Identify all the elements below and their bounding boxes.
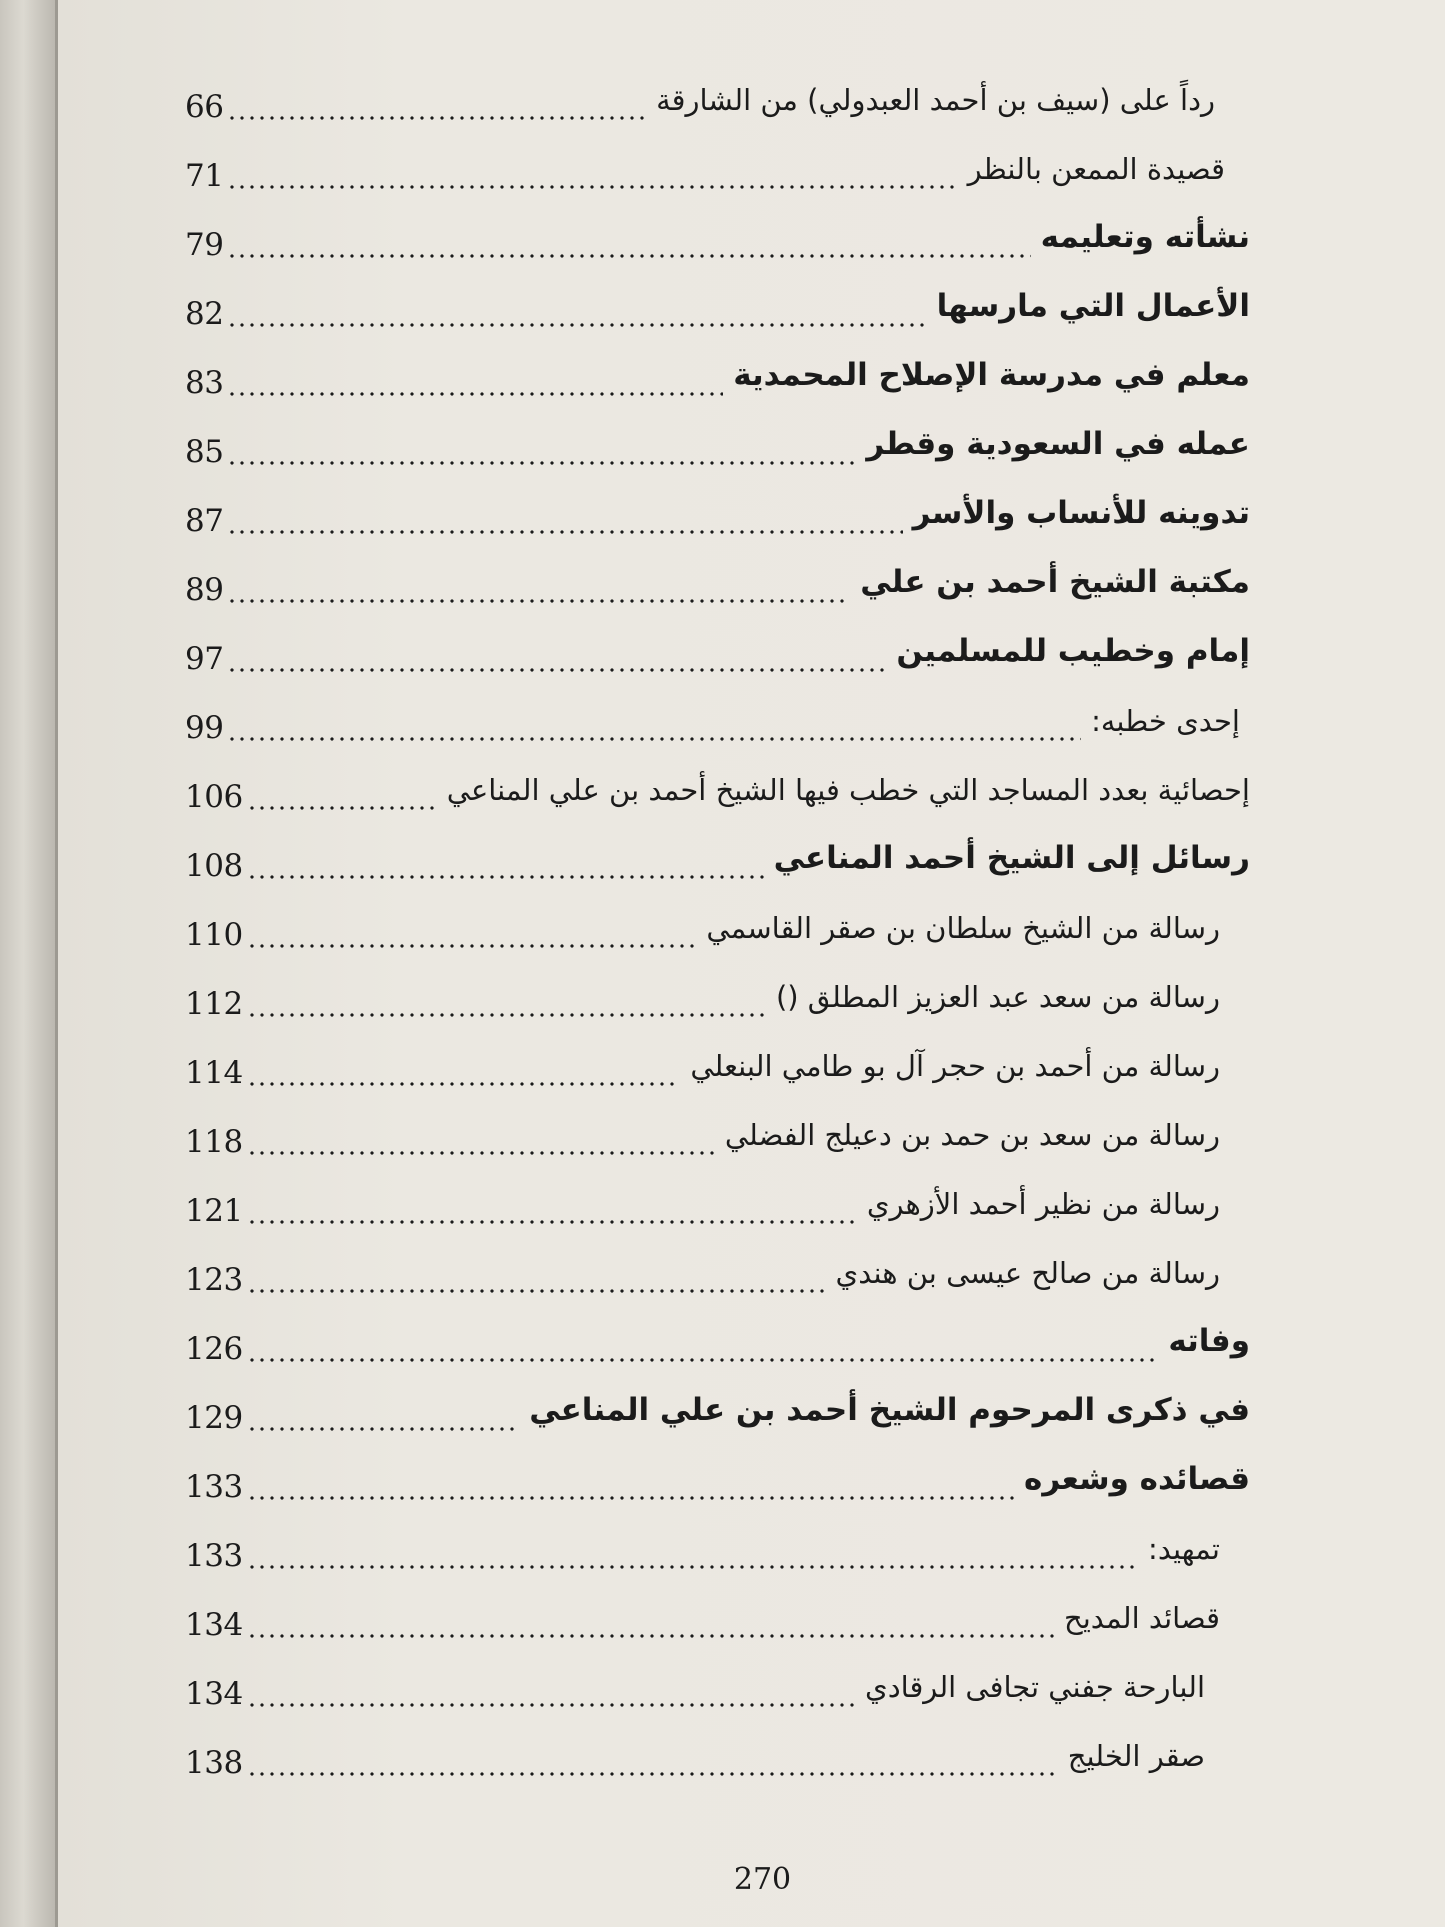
toc-entry-title: رسالة من صالح عيسى بن هندي [835, 1256, 1220, 1290]
dot-leader [227, 323, 927, 327]
dot-leader [227, 737, 1081, 741]
toc-entry-title: الأعمال التي مارسها [936, 288, 1250, 324]
table-of-contents [185, 62, 1320, 1787]
dot-leader [247, 875, 764, 879]
dot-leader [247, 806, 437, 810]
toc-entry [185, 1580, 1320, 1649]
toc-entry-title: قصيدة الممعن بالنظر [967, 152, 1225, 186]
toc-page-number: 108 [185, 848, 243, 884]
toc-entry [185, 1649, 1320, 1718]
toc-entry [185, 338, 1320, 407]
toc-entry-title: مكتبة الشيخ أحمد بن علي [860, 564, 1250, 600]
toc-entry-title: البارحة جفني تجافى الرقادي [865, 1670, 1205, 1704]
toc-entry [185, 407, 1320, 476]
toc-entry-title: تدوينه للأنساب والأسر [912, 495, 1250, 531]
toc-entry [185, 890, 1320, 959]
toc-entry [185, 200, 1320, 269]
toc-entry [185, 1511, 1320, 1580]
toc-entry-title: رداً على (سيف بن أحمد العبدولي) من الشارقة [656, 83, 1215, 117]
toc-entry [185, 1235, 1320, 1304]
toc-entry-title: رسالة من نظير أحمد الأزهري [866, 1187, 1220, 1221]
toc-entry-title: رسالة من سعد بن حمد بن دعيلج الفضلي [724, 1118, 1220, 1152]
toc-page-number: 87 [185, 503, 224, 539]
dot-leader [247, 1013, 766, 1017]
toc-entry [185, 62, 1320, 131]
dot-leader [227, 530, 903, 534]
toc-entry-title: تمهيد: [1148, 1532, 1220, 1566]
toc-entry [185, 683, 1320, 752]
dot-leader [227, 185, 958, 189]
dot-leader [227, 461, 856, 465]
toc-entry-title: رسالة من سعد عبد العزيز المطلق () [775, 980, 1220, 1014]
toc-entry [185, 1304, 1320, 1373]
toc-entry [185, 1373, 1320, 1442]
toc-entry [185, 1718, 1320, 1787]
toc-entry [185, 959, 1320, 1028]
toc-page-number: 99 [185, 710, 224, 746]
toc-page-number: 83 [185, 365, 224, 401]
toc-entry [185, 1166, 1320, 1235]
toc-page-number: 123 [185, 1262, 243, 1298]
toc-entry-title: قصائد المديح [1063, 1601, 1220, 1635]
dot-leader [247, 1151, 715, 1155]
page-folio: 270 [733, 1862, 792, 1897]
toc-page-number: 118 [185, 1124, 243, 1160]
toc-page-number: 66 [185, 89, 224, 125]
toc-entry-title: رسائل إلى الشيخ أحمد المناعي [773, 840, 1250, 876]
toc-page-number: 85 [185, 434, 224, 470]
toc-entry [185, 821, 1320, 890]
dot-leader [247, 1565, 1138, 1569]
toc-entry-title: نشأته وتعليمه [1040, 219, 1250, 255]
toc-page-number: 112 [185, 986, 243, 1022]
toc-page-number: 133 [185, 1538, 243, 1574]
toc-entry [185, 269, 1320, 338]
toc-page-number: 106 [185, 779, 243, 815]
toc-page-number: 71 [185, 158, 224, 194]
toc-page-number: 129 [185, 1400, 243, 1436]
dot-leader [247, 1220, 857, 1224]
toc-page-number: 133 [185, 1469, 243, 1505]
toc-entry [185, 476, 1320, 545]
dot-leader [227, 254, 1031, 258]
toc-entry [185, 545, 1320, 614]
toc-entry-title: معلم في مدرسة الإصلاح المحمدية [733, 357, 1250, 393]
dot-leader [247, 1358, 1158, 1362]
dot-leader [247, 1772, 1058, 1776]
dot-leader [247, 1082, 680, 1086]
toc-entry-title: إحصائية بعدد المساجد التي خطب فيها الشيخ أحمد بن علي المناعي [446, 773, 1250, 807]
toc-entry [185, 1442, 1320, 1511]
toc-entry-title: إحدى خطبه: [1091, 704, 1240, 738]
toc-page-number: 79 [185, 227, 224, 263]
toc-entry-title: رسالة من أحمد بن حجر آل بو طامي البنعلي [690, 1049, 1220, 1083]
toc-entry-title: في ذكرى المرحوم الشيخ أحمد بن علي المناعي [529, 1392, 1250, 1428]
toc-page-number: 114 [185, 1055, 243, 1091]
toc-page-number: 89 [185, 572, 224, 608]
book-spine [0, 0, 58, 1927]
toc-entry-title: وفاته [1168, 1323, 1250, 1359]
dot-leader [247, 944, 696, 948]
dot-leader [247, 1496, 1014, 1500]
dot-leader [227, 599, 850, 603]
toc-entry [185, 1028, 1320, 1097]
toc-entry-title: صقر الخليج [1067, 1739, 1205, 1773]
dot-leader [227, 116, 646, 120]
toc-page-number: 134 [185, 1676, 243, 1712]
toc-entry-title: رسالة من الشيخ سلطان بن صقر القاسمي [706, 911, 1220, 945]
dot-leader [247, 1289, 826, 1293]
toc-entry [185, 614, 1320, 683]
dot-leader [247, 1703, 855, 1707]
toc-page-number: 126 [185, 1331, 243, 1367]
toc-page-number: 134 [185, 1607, 243, 1643]
toc-page-number: 138 [185, 1745, 243, 1781]
dot-leader [227, 392, 723, 396]
toc-page-number: 82 [185, 296, 224, 332]
toc-entry [185, 1097, 1320, 1166]
dot-leader [247, 1634, 1054, 1638]
toc-page-number: 110 [185, 917, 243, 953]
toc-entry-title: عمله في السعودية وقطر [866, 426, 1250, 462]
toc-page-number: 121 [185, 1193, 243, 1229]
toc-entry [185, 131, 1320, 200]
dot-leader [227, 668, 886, 672]
toc-page-number: 97 [185, 641, 224, 677]
dot-leader [247, 1427, 519, 1431]
toc-entry-title: قصائده وشعره [1024, 1461, 1250, 1497]
toc-entry [185, 752, 1320, 821]
toc-entry-title: إمام وخطيب للمسلمين [896, 633, 1250, 669]
